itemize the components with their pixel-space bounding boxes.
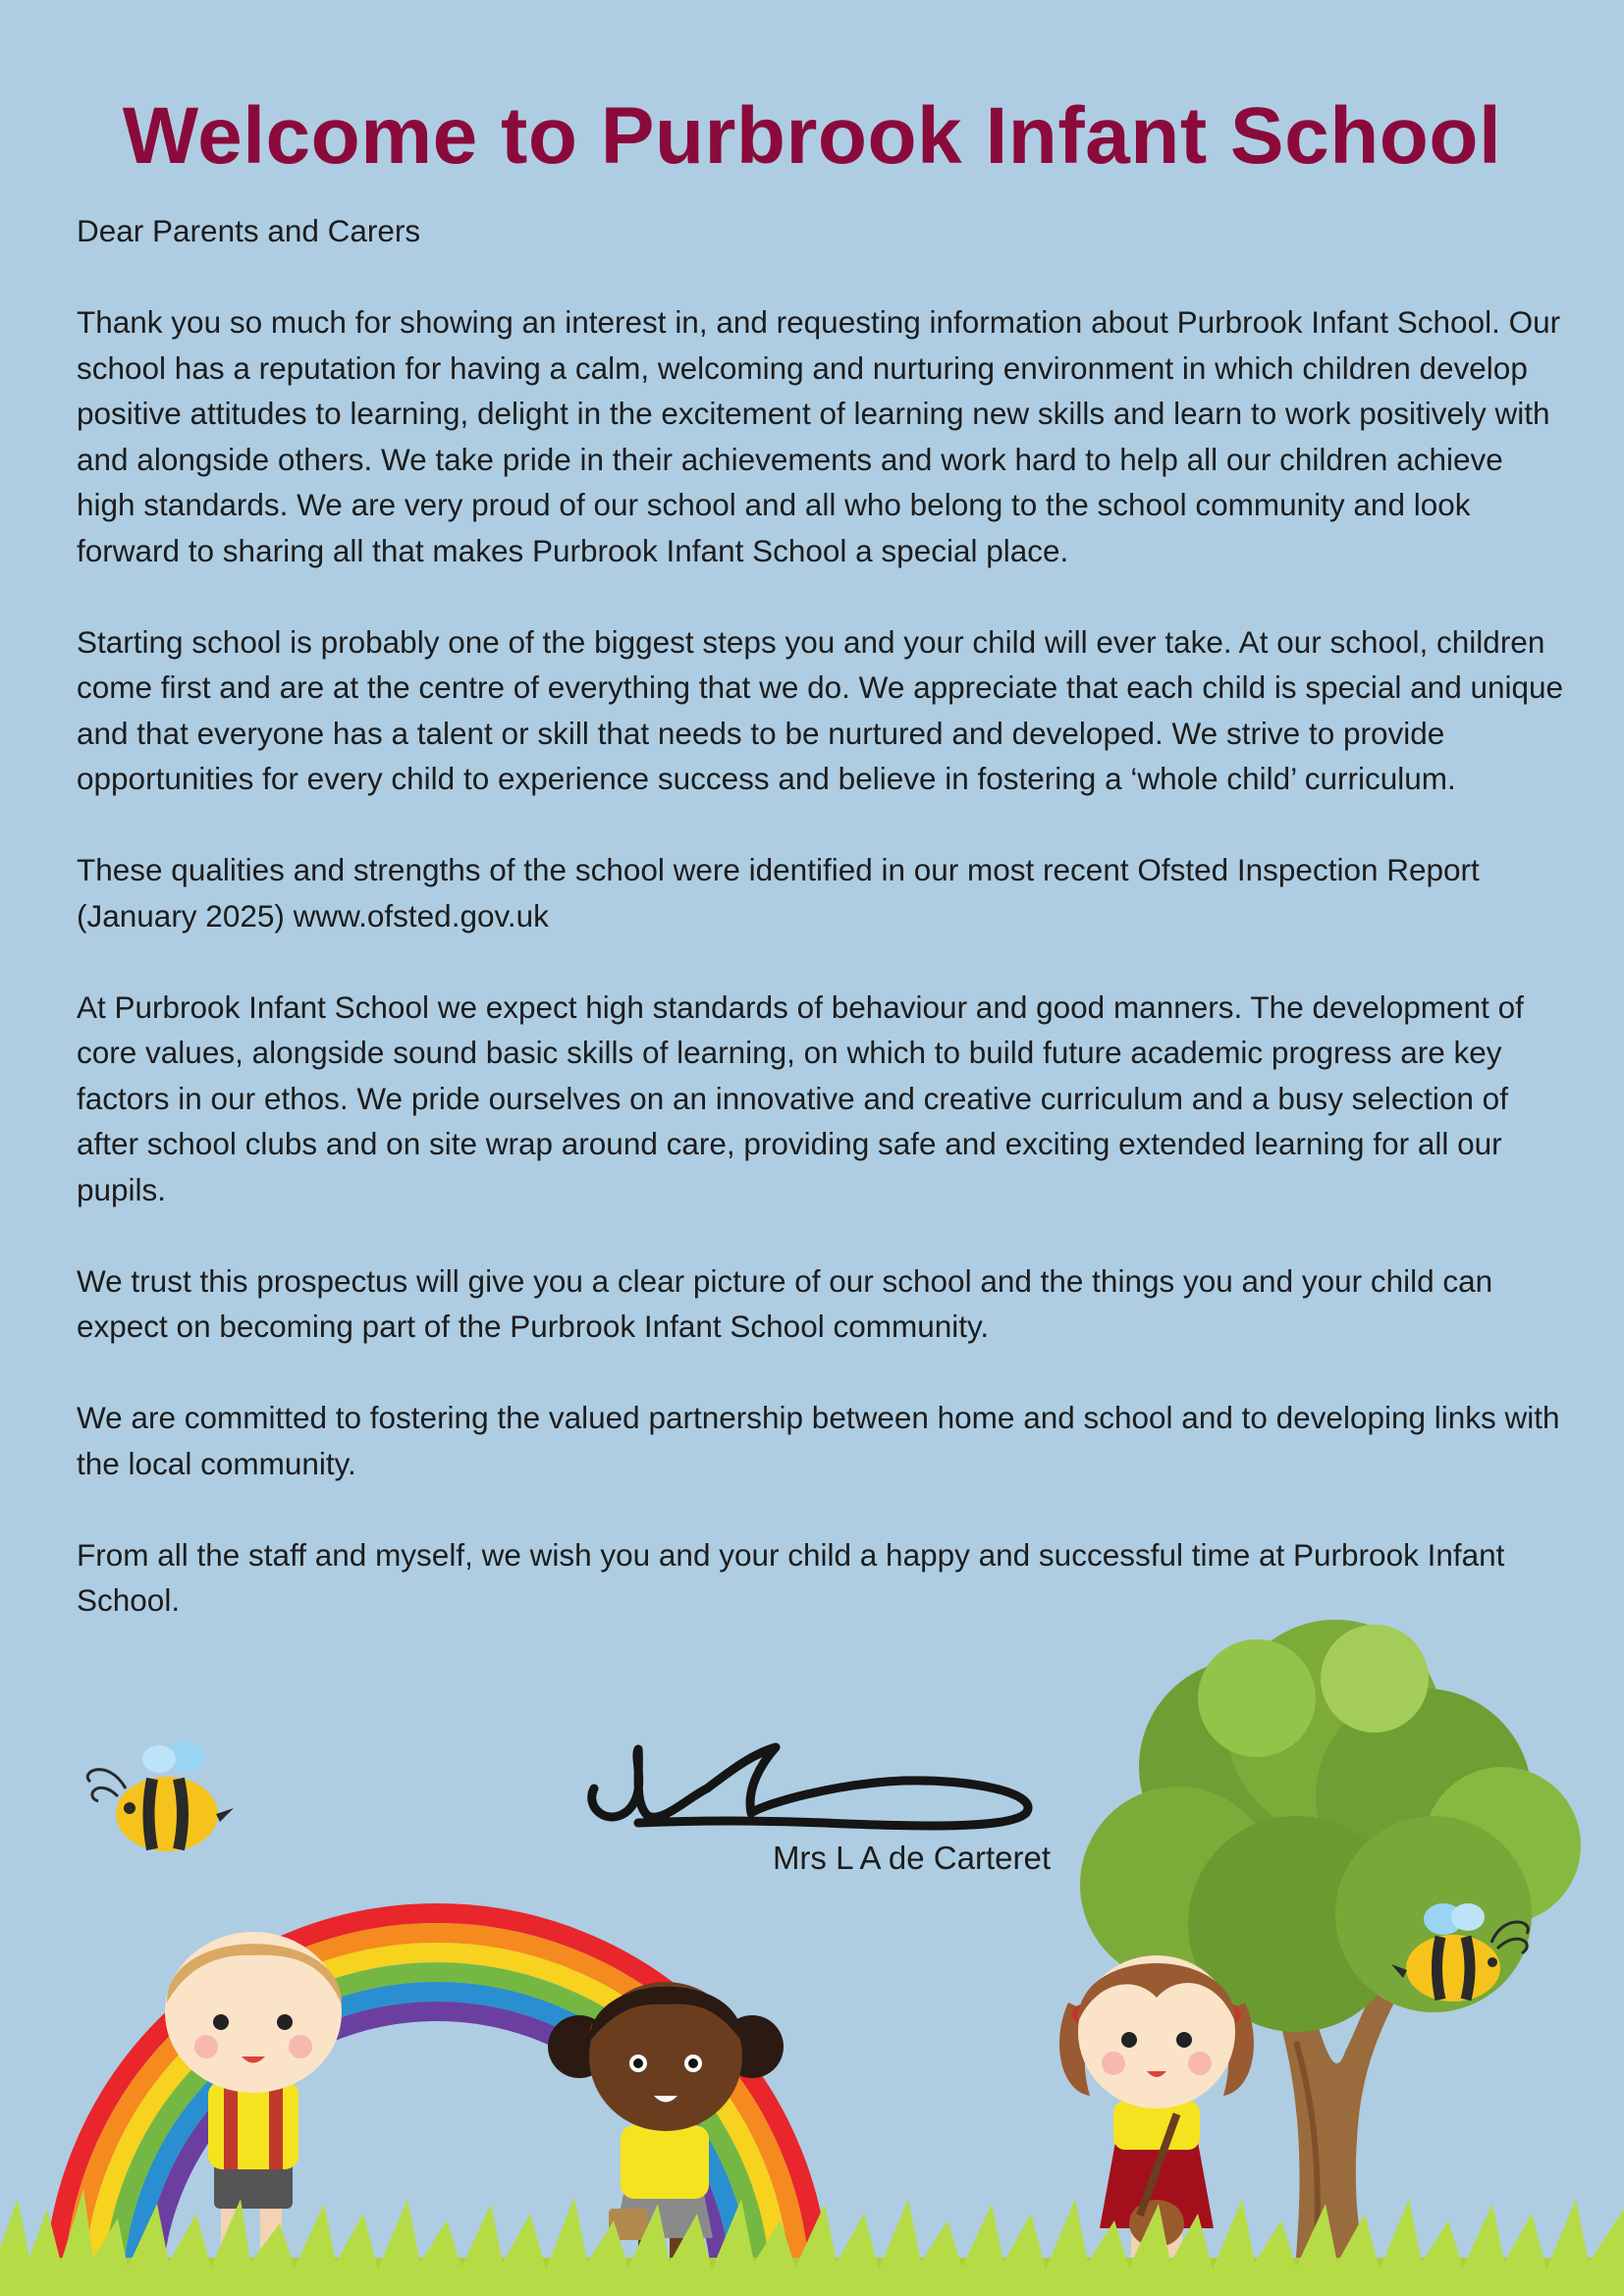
bee-icon	[1391, 1903, 1528, 2002]
letter-paragraph: We are committed to fostering the valued partnership between home and school and to developing links with the local community.	[77, 1400, 1560, 1481]
letter-paragraph: At Purbrook Infant School we expect high standards of behaviour and good manners. The development of core values, alongside sound basic skills of learning, on which to build future academic progress are key factors in our ethos. We pride ourselves on an innovative and creative curriculum and a busy selection of after school clubs and on site wrap around care, providing safe and exciting extended learning for all our pupils.	[77, 988, 1524, 1207]
salutation: Dear Parents and Carers	[77, 213, 421, 248]
signature-block	[579, 1730, 1051, 1887]
signature-icon	[579, 1730, 1051, 1838]
signatory-name: Mrs L A de Carteret	[772, 1840, 1051, 1876]
grass-icon	[0, 2189, 1624, 2296]
bee-icon	[87, 1741, 234, 1851]
welcome-letter	[77, 208, 1569, 1669]
child-girl-guitar-icon	[1059, 1955, 1254, 2268]
child-boy-icon	[165, 1932, 342, 2268]
child-girl-icon	[548, 1982, 784, 2296]
letter-paragraph: We trust this prospectus will give you a clear picture of our school and the things you and your child can expect on becoming part of the Purbrook Infant School community.	[77, 1262, 1493, 1344]
letter-paragraph: Thank you so much for showing an interest in, and requesting information about Purbrook Infant School. Our school has a reputation for having a calm, welcoming and nurturing environment in which children develop positive attitudes to learning, delight in the excitement of learning new skills and learn to work positively with and alongside others. We take pride in their achievements and work hard to help all our children achieve high standards. We are very proud of our school and all who belong to the school community and look forward to sharing all that makes Purbrook Infant School a special place.	[77, 304, 1561, 568]
letter-paragraph: Starting school is probably one of the biggest steps you and your child will ever take. At our school, children come first and are at the centre of everything that we do. We appreciate that each child is special and unique and that everyone has a talent or skill that needs to be nurtured and developed. We strive to provide opportunities for every child to experience success and believe in fostering a ‘whole child’ curriculum.	[77, 623, 1564, 796]
rainbow-icon	[54, 1913, 820, 2296]
letter-paragraph: From all the staff and myself, we wish you and your child a happy and successful time at Purbrook Infant School.	[77, 1536, 1505, 1618]
tree-icon	[1080, 1620, 1581, 2277]
page-title: Welcome to Purbrook Infant School	[122, 91, 1502, 181]
letter-paragraph: These qualities and strengths of the school were identified in our most recent Ofsted Inspection Report (January 2025) www.ofsted.gov.uk	[77, 852, 1480, 934]
